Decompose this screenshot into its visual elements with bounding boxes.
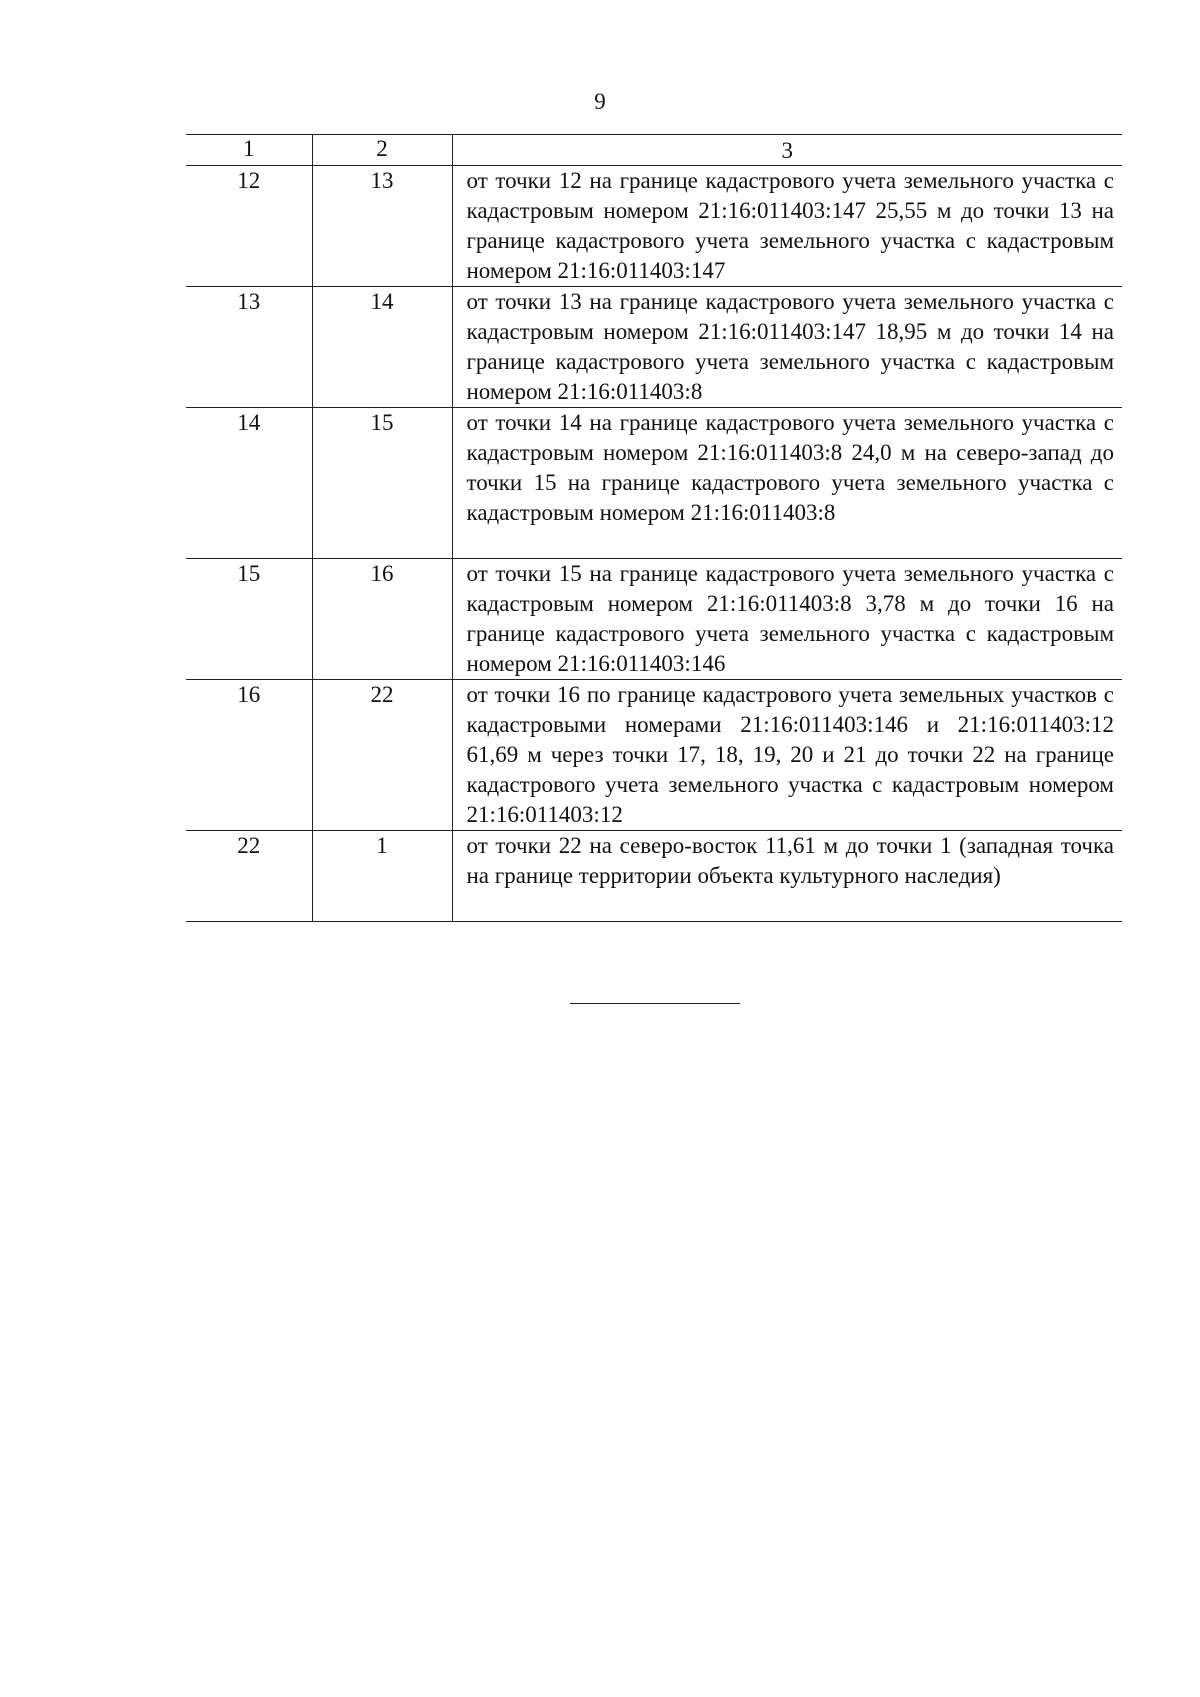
to-point-cell: 13	[312, 166, 452, 287]
from-point-cell: 12	[186, 166, 312, 287]
column-header-to-point: 2	[312, 135, 452, 166]
description-cell	[452, 408, 1122, 559]
table-row	[186, 166, 1122, 287]
table-header-row	[186, 135, 1122, 166]
to-point-cell: 1	[312, 831, 452, 922]
description-text: от точки 13 на границе кадастрового учета земельного участка с кадастровым номером 21:16:011403:147 18,95 м до точки 14 на границе кадастрового учета земельного участка с кадастровым номером 21:16:011403:8	[466, 289, 1114, 404]
page-number: 9	[594, 89, 606, 114]
to-point-cell: 16	[312, 559, 452, 680]
description-cell	[452, 287, 1122, 408]
table-row	[186, 559, 1122, 680]
description-text: от точки 22 на северо-восток 11,61 м до точки 1 (западная точка на границе территории объекта культурного наследия)	[466, 833, 1114, 888]
from-point-cell: 13	[186, 287, 312, 408]
description-text: от точки 16 по границе кадастрового учета земельных участков с кадастровыми номерами 21:16:011403:146 и 21:16:011403:12 61,69 м через точки 17, 18, 19, 20 и 21 до точки 22 на границе кадастрового учета земельного участка с кадастровым номером 21:16:011403:12	[466, 682, 1114, 827]
to-point-cell: 22	[312, 680, 452, 831]
description-cell	[452, 559, 1122, 680]
description-cell	[452, 680, 1122, 831]
description-text: от точки 15 на границе кадастрового учета земельного участка с кадастровым номером 21:16:011403:8 3,78 м до точки 16 на границе кадастрового учета земельного участка с кадастровым номером 21:16:011403:146	[466, 561, 1114, 676]
from-point-cell: 14	[186, 408, 312, 559]
description-cell	[452, 831, 1122, 922]
from-point-cell: 22	[186, 831, 312, 922]
table-row	[186, 831, 1122, 922]
end-of-document-rule	[570, 1003, 740, 1004]
table-row	[186, 287, 1122, 408]
table-row	[186, 408, 1122, 559]
column-header-from-point: 1	[186, 135, 312, 166]
boundary-description-table	[186, 134, 1122, 922]
from-point-cell: 16	[186, 680, 312, 831]
from-point-cell: 15	[186, 559, 312, 680]
description-cell	[452, 166, 1122, 287]
description-text: от точки 12 на границе кадастрового учета земельного участка с кадастровым номером 21:16:011403:147 25,55 м до точки 13 на границе кадастрового учета земельного участка с кадастровым номером 21:16:011403:147	[466, 168, 1114, 283]
column-header-description: 3	[452, 135, 1122, 166]
description-text: от точки 14 на границе кадастрового учета земельного участка с кадастровым номером 21:16:011403:8 24,0 м на северо-запад до точки 15 на границе кадастрового учета земельного участка с кадастровым номером 21:16:011403:8	[466, 410, 1114, 525]
to-point-cell: 15	[312, 408, 452, 559]
to-point-cell: 14	[312, 287, 452, 408]
table-row	[186, 680, 1122, 831]
